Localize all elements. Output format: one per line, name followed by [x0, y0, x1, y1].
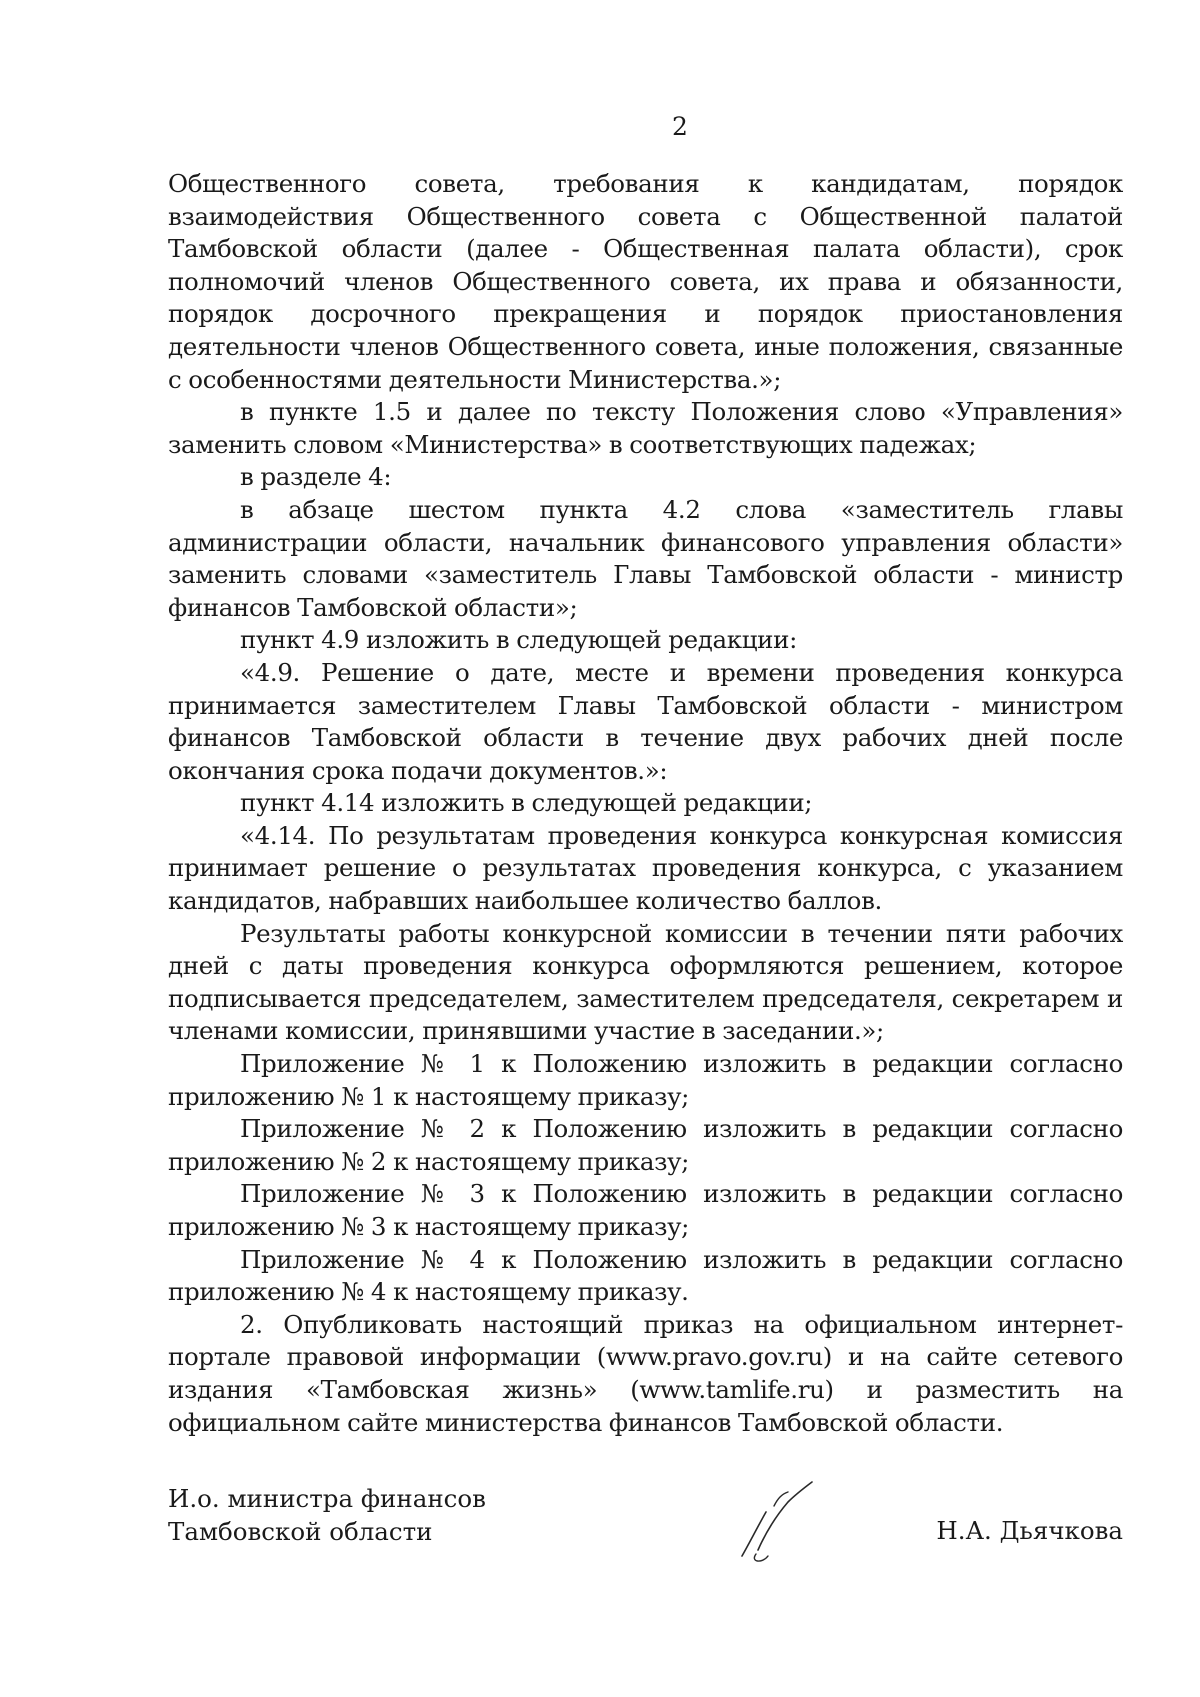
paragraph-13: Приложение № 4 к Положению изложить в редакции согласно приложению № 4 к настоящему приказу. — [168, 1244, 1123, 1307]
paragraph-5: пункт 4.9 изложить в следующей редакции: — [240, 625, 797, 655]
paragraph-6: «4.9. Решение о дате, месте и времени проведения конкурса принимается заместителем Главы Тамбовской области - министром финансов Тамбовской области в течение двух рабочих дней после окончания срока подачи документов.»: — [168, 657, 1123, 785]
paragraph-11: Приложение № 2 к Положению изложить в редакции согласно приложению № 2 к настоящему приказу; — [168, 1114, 1123, 1176]
signer-name: Н.А. Дьячкова — [936, 1516, 1123, 1545]
signature-block — [168, 1483, 1123, 1563]
page-number: 2 — [672, 112, 688, 141]
signer-title-line-2: Тамбовской области — [168, 1516, 433, 1546]
paragraph-3: в разделе 4: — [240, 462, 392, 492]
paragraph-10: Приложение № 1 к Положению изложить в редакции согласно приложению № 1 к настоящему приказу; — [168, 1049, 1123, 1111]
paragraph-7: пункт 4.14 изложить в следующей редакции; — [240, 788, 813, 818]
handwritten-signature — [728, 1468, 818, 1568]
signer-title — [168, 1483, 486, 1548]
paragraph-12: Приложение № 3 к Положению изложить в редакции согласно приложению № 3 к настоящему приказу; — [168, 1179, 1123, 1241]
paragraph-8: «4.14. По результатам проведения конкурса конкурсная комиссия принимает решение о результатах проведения конкурса, с указанием кандидатов, набравших наибольшее количество баллов. — [168, 820, 1123, 916]
signer-title-line-1: И.о. министра финансов — [168, 1484, 486, 1513]
paragraph-2: в пункте 1.5 и далее по тексту Положения слово «Управления» заменить словом «Министерства» в соответствующих падежах; — [168, 397, 1123, 459]
document-body — [168, 168, 1123, 1439]
paragraph-9: Результаты работы конкурсной комиссии в течении пяти рабочих дней с даты проведения конкурса оформляются решением, которое подписывается председателем, заместителем председателя, секретарем и членами комиссии, принявшими участие в заседании.»; — [168, 918, 1123, 1046]
paragraph-4: в абзаце шестом пункта 4.2 слова «заместитель главы администрации области, начальник финансового управления области» заменить словами «заместитель Главы Тамбовской области - министр финансов Тамбовской области»; — [168, 494, 1123, 622]
paragraph-1: Общественного совета, требования к кандидатам, порядок взаимодействия Общественного совета с Общественной палатой Тамбовской области (далее - Общественная палата области), срок полномочий членов Общественного совета, их права и обязанности, порядок досрочного прекращения и порядок приостановления деятельности членов Общественного совета, иные положения, связанные с особенностями деятельности Министерства.»; — [168, 169, 1123, 394]
paragraph-14: 2. Опубликовать настоящий приказ на официальном интернет-портале правовой информации (www.pravo.gov.ru) и на сайте сетевого издания «Тамбовская жизнь» (www.tamlife.ru) и разместить на официальном сайте министерства финансов Тамбовской области. — [168, 1309, 1123, 1437]
